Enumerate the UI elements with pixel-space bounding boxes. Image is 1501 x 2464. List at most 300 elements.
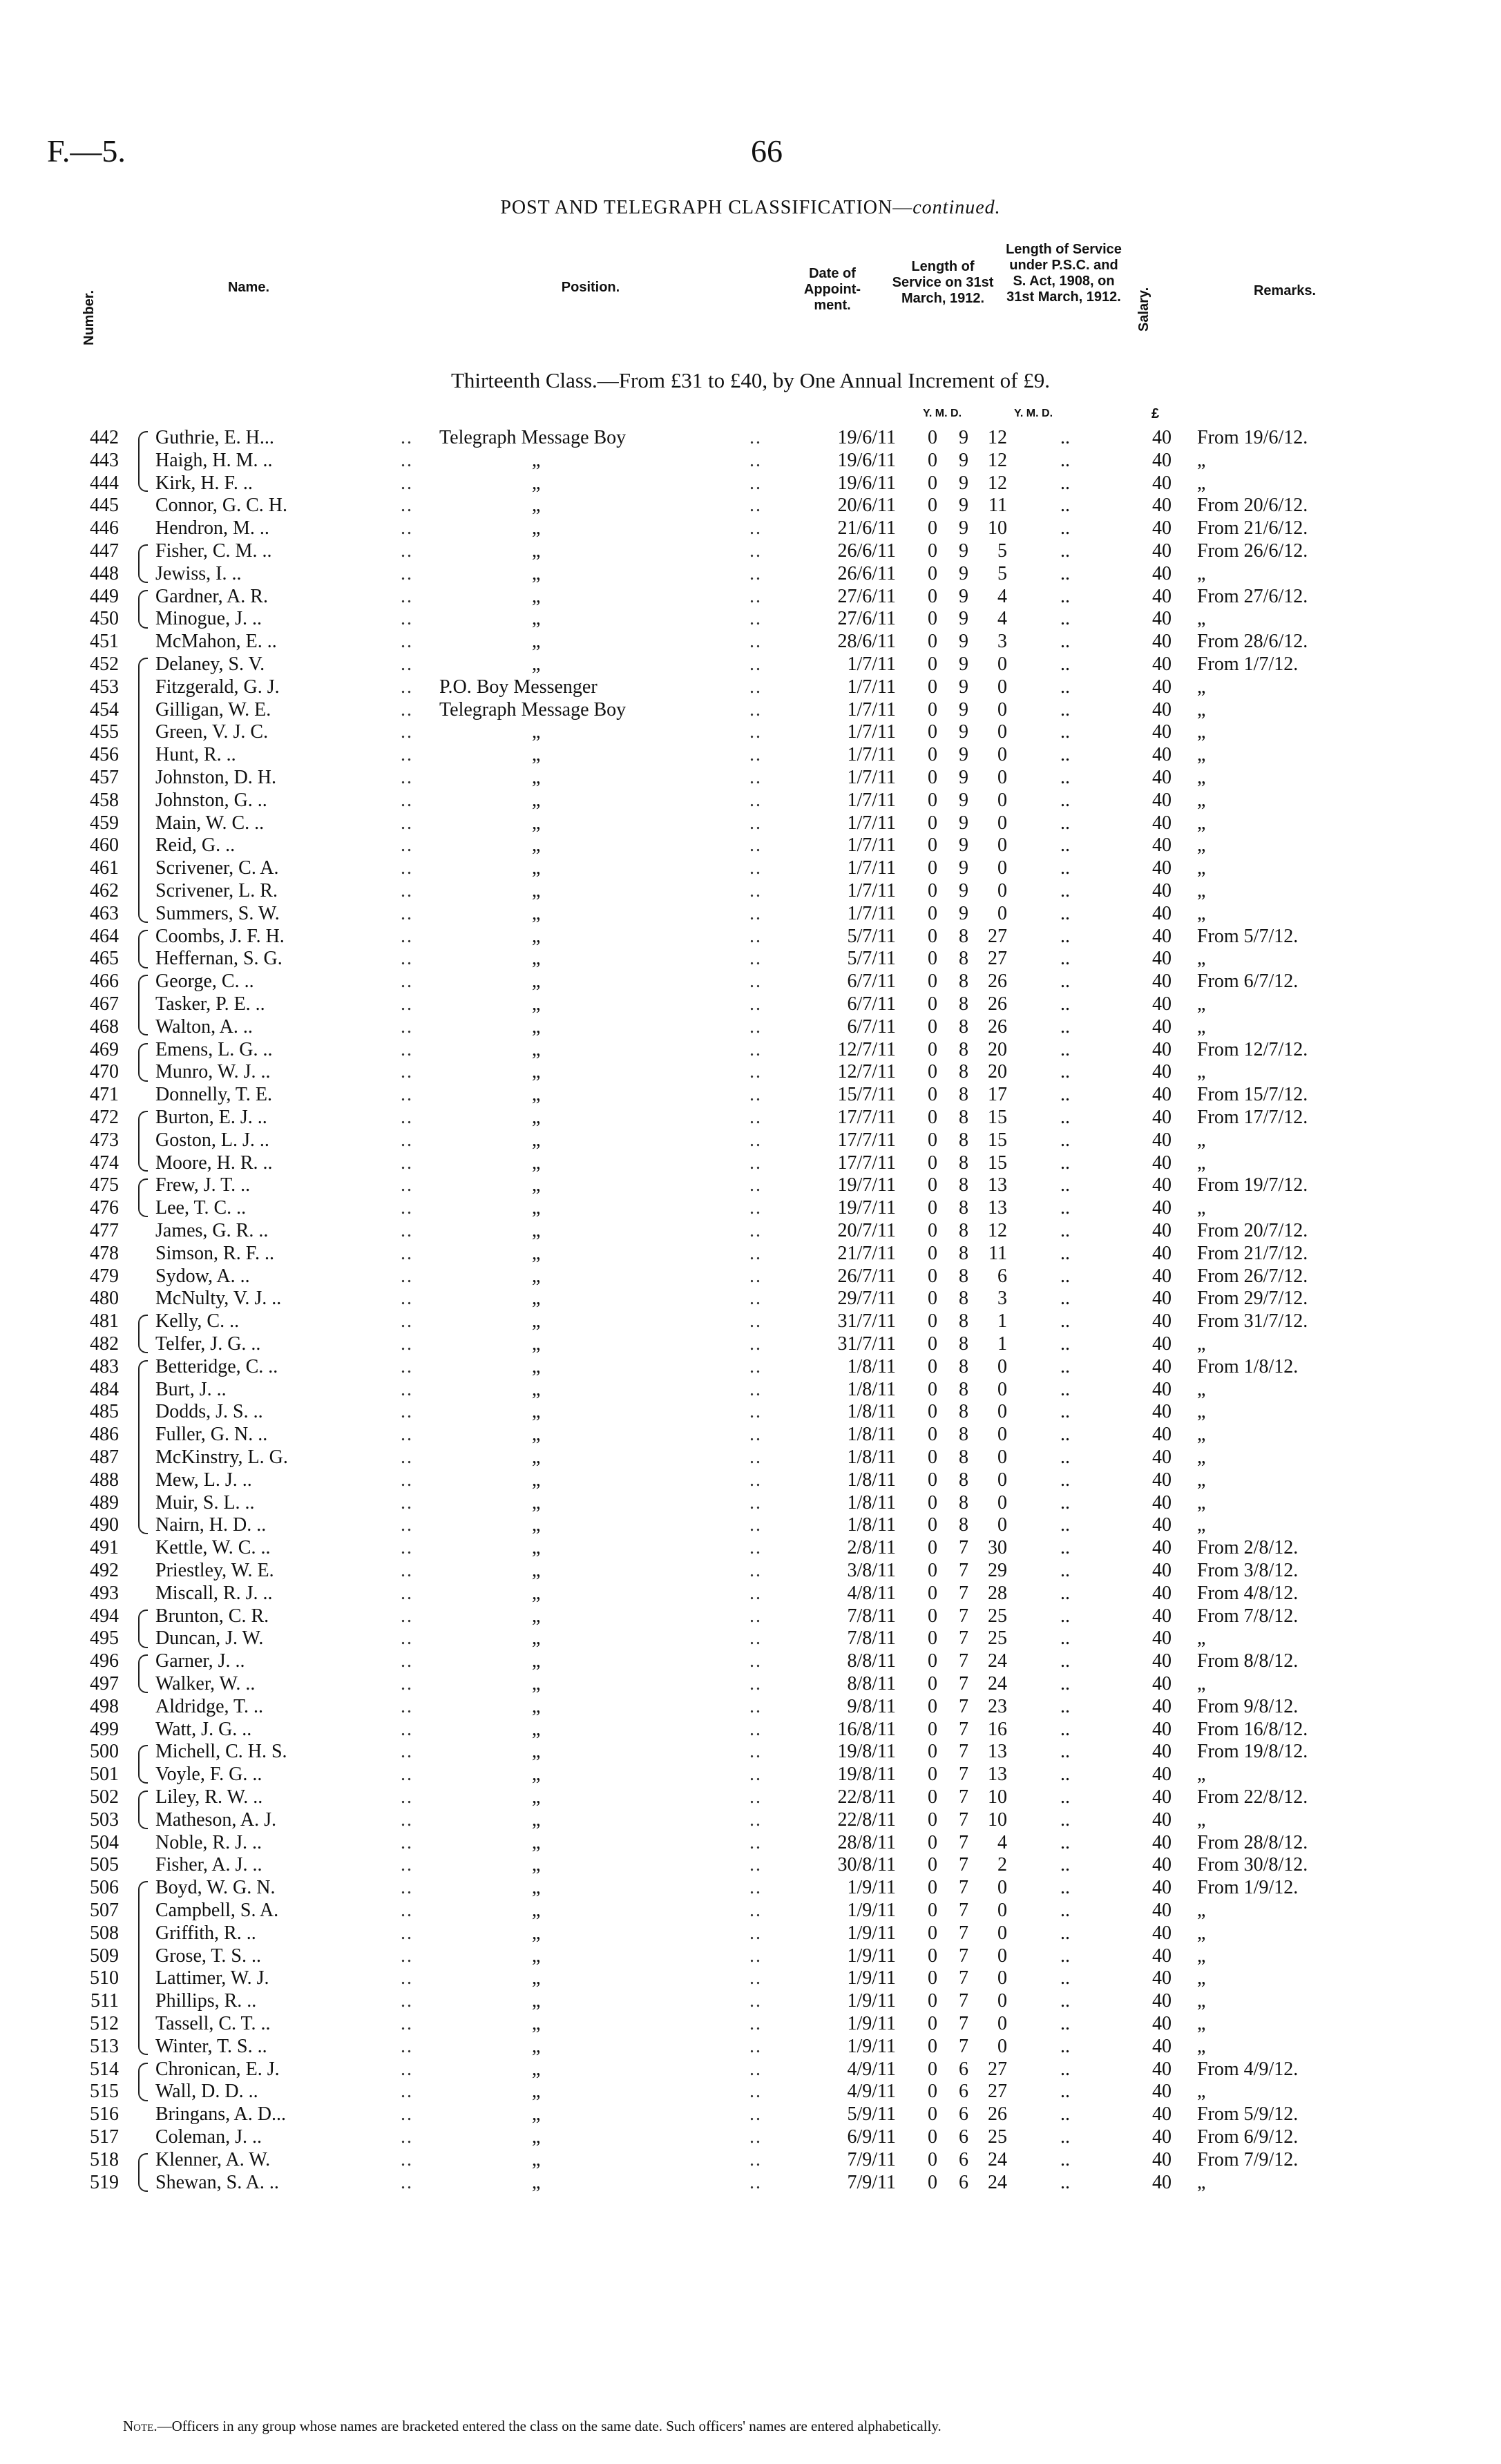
remarks: „ <box>1197 857 1206 879</box>
table-row <box>0 1424 1501 1446</box>
salary: 40 <box>1152 1039 1172 1060</box>
row-number: 471 <box>90 1084 119 1105</box>
leader-dots: .. <box>749 2081 762 2102</box>
remarks: „ <box>1197 790 1206 811</box>
leader-dots: .. <box>401 1129 413 1151</box>
service-years: 0 <box>928 1537 937 1558</box>
remarks: „ <box>1197 1469 1206 1491</box>
service-days: 10 <box>988 1809 1007 1831</box>
table-row <box>0 1129 1501 1152</box>
appointment-date: 19/8/11 <box>837 1741 896 1762</box>
service-years: 0 <box>928 540 937 562</box>
service-years: 0 <box>928 2059 937 2080</box>
service-months: 9 <box>959 472 968 494</box>
service-days: 12 <box>988 450 1007 471</box>
leader-dots: .. <box>749 1266 762 1287</box>
service-months: 8 <box>959 1243 968 1264</box>
service-years: 0 <box>928 1084 937 1105</box>
table-row <box>0 472 1501 495</box>
position: „ <box>532 744 541 765</box>
service-years: 0 <box>928 2149 937 2170</box>
act-service-placeholder: .. <box>1060 1107 1070 1128</box>
service-months: 7 <box>959 1741 968 1762</box>
row-number: 479 <box>90 1266 119 1287</box>
footnote-label: Note. <box>123 2418 157 2434</box>
document-reference: F.—5. <box>47 133 126 169</box>
service-days: 3 <box>997 631 1007 652</box>
service-days: 26 <box>988 971 1007 992</box>
leader-dots: .. <box>749 1764 762 1785</box>
remarks: „ <box>1197 767 1206 788</box>
service-months: 9 <box>959 563 968 584</box>
appointment-date: 28/8/11 <box>837 1832 896 1853</box>
row-number: 502 <box>90 1786 119 1808</box>
table-row <box>0 1401 1501 1423</box>
officer-name: Main, W. C. .. <box>155 812 265 834</box>
row-number: 493 <box>90 1583 119 1604</box>
appointment-date: 5/7/11 <box>847 926 896 947</box>
service-months: 8 <box>959 1492 968 1513</box>
service-months: 7 <box>959 1560 968 1581</box>
leader-dots: .. <box>401 834 413 856</box>
row-number: 517 <box>90 2126 119 2148</box>
act-service-placeholder: .. <box>1060 2149 1070 2170</box>
position: „ <box>532 1243 541 1264</box>
service-years: 0 <box>928 1673 937 1694</box>
leader-dots: .. <box>749 1741 762 1762</box>
act-service-placeholder: .. <box>1060 857 1070 879</box>
appointment-date: 31/7/11 <box>837 1310 896 1332</box>
remarks: From 28/6/12. <box>1197 631 1308 652</box>
row-number: 447 <box>90 540 119 562</box>
remarks: From 1/9/12. <box>1197 1877 1299 1898</box>
service-days: 0 <box>997 1424 1007 1445</box>
position: „ <box>532 1832 541 1853</box>
row-number: 481 <box>90 1310 119 1332</box>
leader-dots: .. <box>749 2059 762 2080</box>
leader-dots: .. <box>401 1605 413 1627</box>
table-row <box>0 767 1501 789</box>
remarks: „ <box>1197 563 1206 584</box>
service-months: 8 <box>959 1152 968 1174</box>
leader-dots: .. <box>749 1696 762 1717</box>
table-row <box>0 1152 1501 1174</box>
row-number: 507 <box>90 1900 119 1921</box>
position: „ <box>532 1016 541 1038</box>
service-months: 9 <box>959 767 968 788</box>
remarks: „ <box>1197 2036 1206 2057</box>
column-header-number-text: Number. <box>82 289 97 345</box>
service-years: 0 <box>928 1719 937 1740</box>
salary: 40 <box>1152 1061 1172 1082</box>
table-row <box>0 993 1501 1015</box>
appointment-date: 1/9/11 <box>847 1945 896 1967</box>
leader-dots: .. <box>401 1401 413 1422</box>
position: „ <box>532 653 541 675</box>
service-years: 0 <box>928 2081 937 2102</box>
position: „ <box>532 1424 541 1445</box>
service-months: 8 <box>959 993 968 1015</box>
table-row <box>0 1266 1501 1288</box>
appointment-date: 17/7/11 <box>837 1129 896 1151</box>
remarks: From 20/7/12. <box>1197 1220 1308 1241</box>
position: „ <box>532 1129 541 1151</box>
salary: 40 <box>1152 1446 1172 1468</box>
service-days: 30 <box>988 1537 1007 1558</box>
act-service-placeholder: .. <box>1060 699 1070 720</box>
remarks: „ <box>1197 1764 1206 1785</box>
row-number: 443 <box>90 450 119 471</box>
act-service-placeholder: .. <box>1060 721 1070 743</box>
leader-dots: .. <box>749 1627 762 1649</box>
leader-dots: .. <box>401 1266 413 1287</box>
service-days: 28 <box>988 1583 1007 1604</box>
remarks: „ <box>1197 676 1206 698</box>
position: „ <box>532 2013 541 2034</box>
row-number: 468 <box>90 1016 119 1038</box>
row-number: 449 <box>90 586 119 607</box>
position: „ <box>532 1696 541 1717</box>
service-days: 27 <box>988 2081 1007 2102</box>
leader-dots: .. <box>749 993 762 1015</box>
position: „ <box>532 517 541 539</box>
officer-name: Donnelly, T. E. <box>155 1084 273 1105</box>
row-number: 446 <box>90 517 119 539</box>
service-years: 0 <box>928 948 937 969</box>
service-months: 7 <box>959 1673 968 1694</box>
salary: 40 <box>1152 1084 1172 1105</box>
officer-name: Reid, G. .. <box>155 834 236 856</box>
leader-dots: .. <box>749 676 762 698</box>
table-row <box>0 1990 1501 2012</box>
appointment-date: 26/7/11 <box>837 1266 896 1287</box>
salary: 40 <box>1152 1197 1172 1219</box>
act-service-placeholder: .. <box>1060 1922 1070 1944</box>
remarks: From 19/7/12. <box>1197 1174 1308 1196</box>
act-service-placeholder: .. <box>1060 495 1070 516</box>
salary: 40 <box>1152 1288 1172 1309</box>
appointment-date: 30/8/11 <box>837 1854 896 1875</box>
row-number: 472 <box>90 1107 119 1128</box>
remarks: „ <box>1197 1333 1206 1355</box>
salary: 40 <box>1152 1967 1172 1989</box>
service-years: 0 <box>928 1605 937 1627</box>
act-service-placeholder: .. <box>1060 1492 1070 1513</box>
service-years: 0 <box>928 1650 937 1672</box>
salary: 40 <box>1152 586 1172 607</box>
act-service-placeholder: .. <box>1060 2126 1070 2148</box>
leader-dots: .. <box>749 2013 762 2034</box>
remarks: „ <box>1197 1514 1206 1536</box>
salary: 40 <box>1152 653 1172 675</box>
act-service-placeholder: .. <box>1060 926 1070 947</box>
service-months: 8 <box>959 1446 968 1468</box>
position: „ <box>532 1266 541 1287</box>
service-years: 0 <box>928 812 937 834</box>
table-row <box>0 1945 1501 1967</box>
table-row <box>0 1854 1501 1876</box>
position: „ <box>532 1107 541 1128</box>
remarks: „ <box>1197 1967 1206 1989</box>
position: „ <box>532 1945 541 1967</box>
act-service-placeholder: .. <box>1060 1741 1070 1762</box>
leader-dots: .. <box>749 1174 762 1196</box>
service-days: 4 <box>997 608 1007 629</box>
leader-dots: .. <box>749 1492 762 1513</box>
leader-dots: .. <box>401 1719 413 1740</box>
leader-dots: .. <box>401 1560 413 1581</box>
leader-dots: .. <box>749 1583 762 1604</box>
act-service-placeholder: .. <box>1060 1786 1070 1808</box>
leader-dots: .. <box>401 676 413 698</box>
service-days: 29 <box>988 1560 1007 1581</box>
service-years: 0 <box>928 1197 937 1219</box>
act-service-placeholder: .. <box>1060 2103 1070 2125</box>
table-row <box>0 2059 1501 2081</box>
act-service-placeholder: .. <box>1060 2059 1070 2080</box>
leader-dots: .. <box>401 1967 413 1989</box>
page-title-continued: continued. <box>912 197 1001 218</box>
row-number: 485 <box>90 1401 119 1422</box>
leader-dots: .. <box>401 1900 413 1921</box>
officer-name: Burt, J. .. <box>155 1379 227 1400</box>
service-days: 24 <box>988 1673 1007 1694</box>
officer-name: James, G. R. .. <box>155 1220 269 1241</box>
officer-name: Tasker, P. E. .. <box>155 993 265 1015</box>
leader-dots: .. <box>749 1197 762 1219</box>
row-number: 460 <box>90 834 119 856</box>
table-row <box>0 1696 1501 1718</box>
leader-dots: .. <box>401 631 413 652</box>
salary: 40 <box>1152 1401 1172 1422</box>
leader-dots: .. <box>749 631 762 652</box>
remarks: „ <box>1197 1401 1206 1422</box>
officer-name: Haigh, H. M. .. <box>155 450 273 471</box>
position: „ <box>532 2126 541 2148</box>
act-service-placeholder: .. <box>1060 631 1070 652</box>
service-days: 0 <box>997 857 1007 879</box>
act-service-placeholder: .. <box>1060 427 1070 448</box>
service-months: 8 <box>959 1333 968 1355</box>
service-years: 0 <box>928 903 937 924</box>
salary: 40 <box>1152 631 1172 652</box>
act-service-placeholder: .. <box>1060 472 1070 494</box>
act-service-placeholder: .. <box>1060 1379 1070 1400</box>
row-number: 470 <box>90 1061 119 1082</box>
service-days: 23 <box>988 1696 1007 1717</box>
act-service-placeholder: .. <box>1060 1288 1070 1309</box>
position: „ <box>532 1741 541 1762</box>
table-row <box>0 1333 1501 1355</box>
service-months: 9 <box>959 812 968 834</box>
appointment-date: 1/7/11 <box>847 721 896 743</box>
leader-dots: .. <box>749 1084 762 1105</box>
service-years: 0 <box>928 1039 937 1060</box>
remarks: From 27/6/12. <box>1197 586 1308 607</box>
leader-dots: .. <box>749 1560 762 1581</box>
position: „ <box>532 608 541 629</box>
appointment-date: 19/8/11 <box>837 1764 896 1785</box>
position: „ <box>532 993 541 1015</box>
service-days: 27 <box>988 2059 1007 2080</box>
remarks: „ <box>1197 1809 1206 1831</box>
service-days: 0 <box>997 1945 1007 1967</box>
position: „ <box>532 2081 541 2102</box>
act-service-placeholder: .. <box>1060 676 1070 698</box>
salary: 40 <box>1152 1220 1172 1241</box>
leader-dots: .. <box>749 1061 762 1082</box>
officer-name: Campbell, S. A. <box>155 1900 279 1921</box>
appointment-date: 17/7/11 <box>837 1107 896 1128</box>
appointment-date: 22/8/11 <box>837 1786 896 1808</box>
leader-dots: .. <box>749 880 762 901</box>
service-days: 0 <box>997 812 1007 834</box>
leader-dots: .. <box>401 563 413 584</box>
leader-dots: .. <box>749 1900 762 1921</box>
remarks: From 2/8/12. <box>1197 1537 1299 1558</box>
service-months: 8 <box>959 1197 968 1219</box>
group-bracket <box>138 1178 148 1217</box>
remarks: From 16/8/12. <box>1197 1719 1308 1740</box>
service-months: 6 <box>959 2172 968 2193</box>
row-number: 461 <box>90 857 119 879</box>
appointment-date: 1/7/11 <box>847 880 896 901</box>
row-number: 464 <box>90 926 119 947</box>
appointment-date: 1/7/11 <box>847 903 896 924</box>
act-service-placeholder: .. <box>1060 1152 1070 1174</box>
service-years: 0 <box>928 1152 937 1174</box>
table-row <box>0 1310 1501 1333</box>
act-service-placeholder: .. <box>1060 1197 1070 1219</box>
service-years: 0 <box>928 1401 937 1422</box>
leader-dots: .. <box>749 1288 762 1309</box>
officer-name: Mew, L. J. .. <box>155 1469 252 1491</box>
appointment-date: 19/7/11 <box>837 1174 896 1196</box>
service-days: 13 <box>988 1764 1007 1785</box>
table-row <box>0 1243 1501 1265</box>
act-service-placeholder: .. <box>1060 1243 1070 1264</box>
leader-dots: .. <box>749 1786 762 1808</box>
service-days: 24 <box>988 2172 1007 2193</box>
leader-dots: .. <box>749 495 762 516</box>
salary: 40 <box>1152 744 1172 765</box>
row-number: 495 <box>90 1627 119 1649</box>
table-row <box>0 790 1501 812</box>
footnote <box>123 2418 941 2435</box>
table-row <box>0 1583 1501 1605</box>
leader-dots: .. <box>749 1854 762 1875</box>
service-days: 1 <box>997 1333 1007 1355</box>
officer-name: Wall, D. D. .. <box>155 2081 258 2102</box>
service-years: 0 <box>928 1900 937 1921</box>
appointment-date: 17/7/11 <box>837 1152 896 1174</box>
service-months: 7 <box>959 1877 968 1898</box>
position: „ <box>532 1197 541 1219</box>
position: „ <box>532 1583 541 1604</box>
table-row <box>0 2081 1501 2103</box>
leader-dots: .. <box>749 1401 762 1422</box>
row-number: 492 <box>90 1560 119 1581</box>
leader-dots: .. <box>401 1673 413 1694</box>
remarks: From 7/8/12. <box>1197 1605 1299 1627</box>
table-row <box>0 2013 1501 2035</box>
service-days: 0 <box>997 1379 1007 1400</box>
leader-dots: .. <box>749 1424 762 1445</box>
leader-dots: .. <box>749 1514 762 1536</box>
service-days: 4 <box>997 1832 1007 1853</box>
salary: 40 <box>1152 450 1172 471</box>
leader-dots: .. <box>749 1945 762 1967</box>
salary: 40 <box>1152 1469 1172 1491</box>
act-service-placeholder: .. <box>1060 744 1070 765</box>
position: „ <box>532 721 541 743</box>
service-months: 7 <box>959 1922 968 1944</box>
table-row <box>0 1832 1501 1854</box>
service-months: 7 <box>959 1650 968 1672</box>
leader-dots: .. <box>401 1764 413 1785</box>
officer-name: Sydow, A. .. <box>155 1266 250 1287</box>
salary: 40 <box>1152 472 1172 494</box>
act-service-placeholder: .. <box>1060 1673 1070 1694</box>
position: „ <box>532 1220 541 1241</box>
appointment-date: 4/8/11 <box>847 1583 896 1604</box>
remarks: From 6/9/12. <box>1197 2126 1299 2148</box>
service-years: 0 <box>928 472 937 494</box>
remarks: „ <box>1197 1492 1206 1513</box>
remarks: „ <box>1197 744 1206 765</box>
service-months: 8 <box>959 1469 968 1491</box>
position: „ <box>532 495 541 516</box>
officer-name: Emens, L. G. .. <box>155 1039 273 1060</box>
leader-dots: .. <box>401 1990 413 2012</box>
leader-dots: .. <box>401 472 413 494</box>
service-years: 0 <box>928 767 937 788</box>
salary: 40 <box>1152 857 1172 879</box>
position: „ <box>532 1401 541 1422</box>
appointment-date: 1/9/11 <box>847 2036 896 2057</box>
leader-dots: .. <box>401 767 413 788</box>
act-service-placeholder: .. <box>1060 1854 1070 1875</box>
row-number: 508 <box>90 1922 119 1944</box>
group-bracket <box>138 1654 148 1693</box>
act-service-placeholder: .. <box>1060 1990 1070 2012</box>
table-row <box>0 857 1501 879</box>
salary: 40 <box>1152 1129 1172 1151</box>
service-days: 1 <box>997 1310 1007 1332</box>
position: „ <box>532 903 541 924</box>
service-months: 6 <box>959 2081 968 2102</box>
act-service-placeholder: .. <box>1060 1266 1070 1287</box>
appointment-date: 29/7/11 <box>837 1288 896 1309</box>
act-service-placeholder: .. <box>1060 1900 1070 1921</box>
leader-dots: .. <box>401 812 413 834</box>
remarks: „ <box>1197 1152 1206 1174</box>
salary: 40 <box>1152 2126 1172 2148</box>
leader-dots: .. <box>401 608 413 629</box>
row-number: 482 <box>90 1333 119 1355</box>
salary: 40 <box>1152 2036 1172 2057</box>
salary: 40 <box>1152 767 1172 788</box>
table-row <box>0 676 1501 698</box>
act-service-placeholder: .. <box>1060 1605 1070 1627</box>
position: „ <box>532 540 541 562</box>
units-salary: £ <box>1151 406 1160 421</box>
service-months: 7 <box>959 1809 968 1831</box>
appointment-date: 8/8/11 <box>847 1650 896 1672</box>
column-header-salary <box>1136 262 1157 338</box>
table-row <box>0 540 1501 562</box>
table-row <box>0 1084 1501 1106</box>
